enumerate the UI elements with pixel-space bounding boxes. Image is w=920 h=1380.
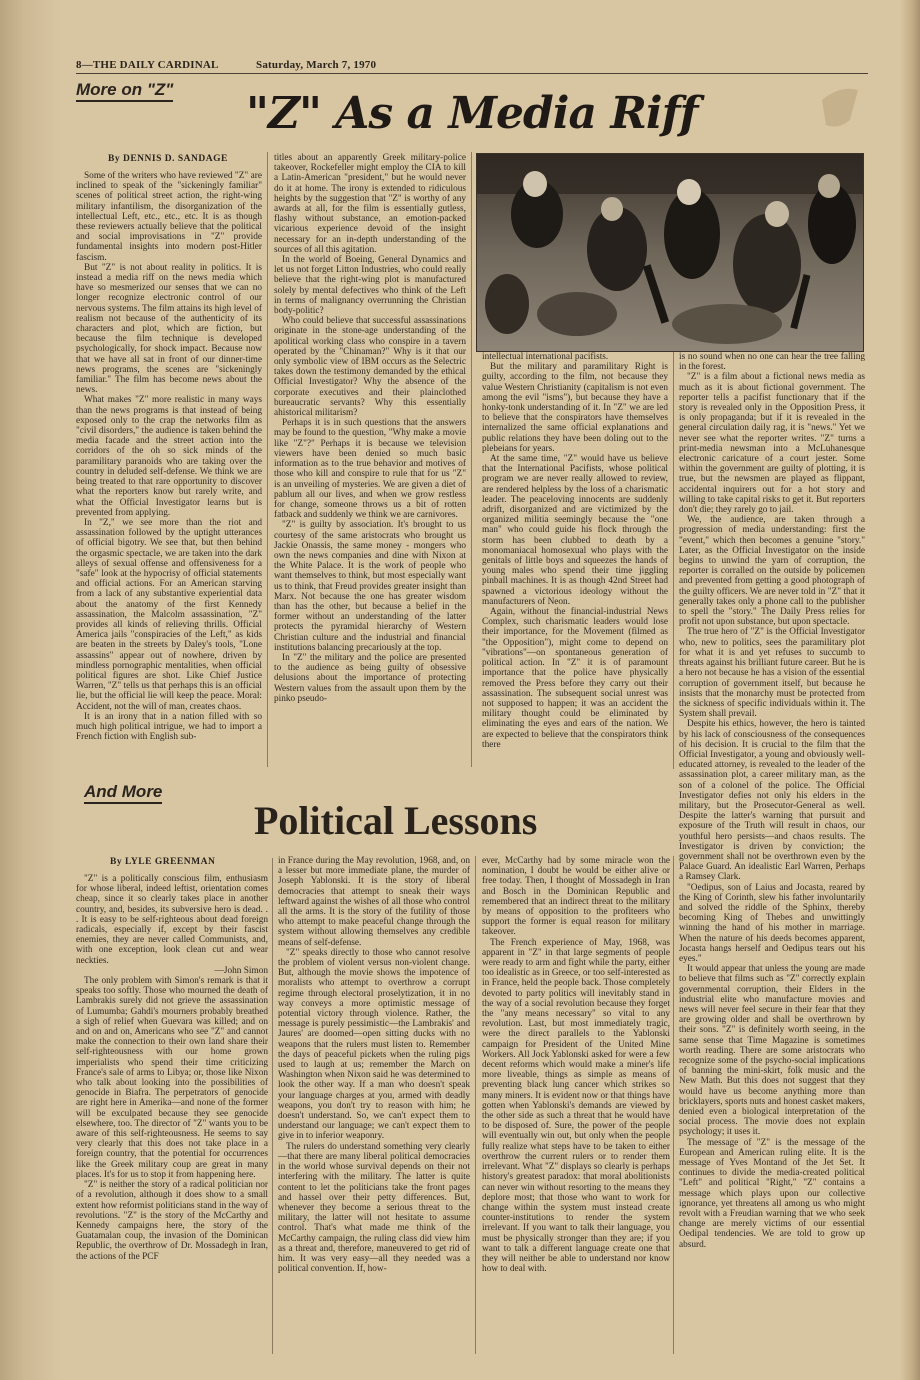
column-divider — [272, 858, 273, 1354]
paragraph: Again, without the financial-industrial News Complex, such charismatic leaders would lose their importance, for the Movement (filmed as "the Opposition"), might come to depend on "vibrations"—on spontaneous generation of political action. In "Z" it is of paramount importance that the police have physically removed the Press before they carry out their assassination. The subsequent social unrest was not supposed to happen; it was an accident the military thought could be eliminated by eliminating the eyes and ears of the nation. We are expected to believe that the conspirators think there — [482, 607, 668, 750]
photo-image — [477, 154, 863, 351]
paragraph: We, the audience, are taken through a progression of media understanding: first the "event," which then becomes a genuine "story." Later, as the Official Investigator on the inside begins to unwind the yarn of corruption, the reporter is corralled on the outside by policemen and prevented from getting a good photograph of the guilty officers. We are never told in "Z" that it generally takes only a phone call to the publisher to spell the "story." The Daily Press relies for profit not upon substance, but upon spectacle. — [679, 515, 865, 628]
paragraph: But the military and paramilitary Right is guilty, according to the film, not because they value Western Christianity (capitalism is not even among the evil "isms"), but because they have a honky-tonk understanding of it. In "Z" we are led to believe that the conspirators have themselves internalized the same official explanations and public relations they have been doling out to the plebeians for years. — [482, 362, 668, 454]
riot-scene-photo — [476, 153, 864, 352]
paragraph: But "Z" is not about reality in politics. It is instead a media riff on the news media which have so mesmerized our senses that we can no longer recognize electronic control of our nervous systems. The film attains its high level of realism not because of the authenticity of its characters and plot, which are fiction, but because the film technique is developed psychologically, for shock impact. Because now that we have all sat in front of our dinner-time news programs, the scenes are "sickeningly familiar." The film has become news about the news. — [76, 262, 262, 396]
paragraph: "Z" is neither the story of a radical politician nor of a revolution, although it does show to a small extent how reformist politicians stand in the way of revolutions. "Z" is the story of the McCarthy and Kennedy campaigns here, the story of the Guatamalan coup, the invasion of the Dominican Republic, the overthrow of Dr. Mossadegh in Iran, the actions of the PCF — [76, 1180, 268, 1262]
paragraph: The French experience of May, 1968, was apparent in "Z" in that large segments of people were ready to arm and fight while the party, either too idealistic as in Greece, or too self-interested as in France, held the people back. Those completely devoted to party politics will inevitably stand in the way of a social revolution because they forget the "any means necessary" so vital to any revolution. Last, but most immediately tragic, were the direct parallels to the Yablonski campaign for President of the United Mine Workers. All Jock Yablonski asked for were a few decent reforms which would make a miner's life more liveable, things as simple as means of preventing black lung cancer which strikes so many miners. It is evident now or that things have gotten when Yablonski's demands are viewed by the other side as such a threat that he would have to be disposed of. Sure, the power of the people will eventually win out, but only when the people fully realize what steps have to be taken to either overthrow the current rulers or to render them irrelevant. What "Z" displays so clearly is perhaps history's greatest paradox: that moral abolitionists can never win without resorting to the means they deplore most; that those who want to work for change within the system must instead create counter-institutions to render the system irrelevant. If you want to talk their language, you must be physically stronger than they are; if you want to talk a different language create one that they will neither be able to understand nor know how to deal with. — [482, 937, 670, 1275]
paragraph: What makes "Z" more realistic in many ways than the news programs is that instead of being exposed only to the crap the networks film as "civil disorders," the audience is taken behind the media facade and the street action into the corridors of the oh so sick minds of the paramilitary paranoids who are taking over the country in deluded self-defense. We think we are being treated to that rare opportunity to discover what the reporters know but rarely write, and what the Official Investigator learns but is prevented from applying. — [76, 395, 262, 518]
paragraph: "Oedipus, son of Laius and Jocasta, reared by the King of Corinth, slew his father involuntarily and solved the riddle of the Sphinx, thereby becoming King of Thebes and unwittingly winning the hand of his mother in marriage. When the nature of his deeds becomes apparent, Jocasta hangs herself and Oedipus tears out his eyes." — [679, 882, 865, 964]
article1-column-4 — [679, 352, 865, 1354]
article1-column-3 — [482, 352, 668, 769]
paragraph: titles about an apparently Greek military-police takeover, Rockefeller might employ the CIA to kill a Latin-American "president," but he would never do it at home. The irony is extended to ridiculous heights by the suggestion that "Z" is worthy of any awards at all, for the film is essentially gutless, flashy without substance, an emotion-packed vicarious experience devoid of the insight necessary for an in-depth understanding of the sources of all this agitation. — [274, 153, 466, 255]
page-header — [76, 59, 846, 71]
paragraph: In "Z," we see more than the riot and assassination followed by the uptight utterances of official bigotry. We see that, but then behind the orgasmic spectacle, we are taken into the dark alleys of sexual offense and offensiveness for a "safe" look at the hypocrisy of official statements and official actions. For an American starving from a lack of any substantive experiential data about the anatomy of the first Kennedy assassination, the Malcolm assassination, "Z" provides all kinds of relieving thrills. Official America jails "conspiracies of the Left," as kids are beaten in the streets by Daley's tools, "Lone assassins" appear out of nowhere, driven by mindless pornographic mentalities, when official political figures are shot. Like Chief Justice Warren, "Z" tells us that perhaps this is an official lie, but the official lie will keep the peace. Moral: Accident, not the will of man, creates chaos. — [76, 517, 262, 712]
paragraph: It is an irony that in a nation filled with so much high political intrigue, we had to import a French fiction with English sub- — [76, 711, 262, 743]
paragraph: In the world of Boeing, General Dynamics and let us not forget Litton Industries, who could really believe that the right-wing plot is manufactured solely by mental defectives who think of the Left in terms of malignancy overrunning the Christian body-politic? — [274, 255, 466, 317]
paragraph: The message of "Z" is the message of the European and American ruling elite. It is the message of Yves Montand of the Jet Set. It continues to divide the media-created political "Left" and political "Right," "Z" contains a message which plays upon our collective ignorance, yet threatens all among us who might revolt with a Freudian warning that we who seek change are merely victims of our essential Oedipal tendencies. We are told to grow up absurd. — [679, 1137, 865, 1250]
epigraph-attribution: —John Simon — [214, 965, 268, 976]
column-divider — [673, 352, 674, 769]
paragraph: "Z" is a film about a fictional news media as much as it is about fictional government. The reporter tells a pacifist functionary that if the story is revealed only in the Opposition Press, it is only propaganda; but if it is revealed in the general circulation daily rag, it is "news." Yet we never see what the reporter writes. "Z" turns a print-media newsman into a McLuhanesque electronic caricature of a court jester. Some within the government are guilty of plotting, it is true, but the newsmen are played as flippant, accidental inquirers out for a hot story and willing to take capital risks to get it. But reporters don't die; they rarely go to jail. — [679, 372, 865, 516]
column-divider — [267, 152, 268, 767]
paragraph: The only problem with Simon's remark is that it speaks too softly. Those who mourned the death of Lambrakis surely did not grieve the assassination of Lumumba; Gahdi's mourners probably breathed a sigh of relief when Guevara was killed; and on and on and on, Americans who see "Z" and cannot make the connection to their own land share their self-righteousness with our home grown imperialists who spend their time criticizing France's sale of arms to Libya; or, those like Nixon who talk about looking into the possibilities of genocide in Biafra. The perpetrators of genocide are right here in Amerika—and none of the former will be exculpated because they see genocide elsewhere, too. The director of "Z" wants you to be aware of this self-righteousness. He seems to say very clearly that this does not take place in a foreign country, that the potential for occurrences like the Greek military coup are great in many places. It's for us to stop it from happening here. — [76, 976, 268, 1180]
article2-column-1 — [76, 874, 268, 1354]
article1-column-2 — [274, 153, 466, 769]
paragraph: "Z" speaks directly to those who cannot resolve the problem of violent versus non-violent change. But, although the movie shows the impotence of moralists who attempt to overthrow a corrupt regime through electoral proselytization, it in no way conveys a more optimistic message of potential victory through violence. Rather, the message is purely pessimistic—the Lambrakis' and Jaures' are doomed—open sitting ducks with no weapons that the rulers must listen to. Remember the days of peaceful pickets when the ruling pigs used to laugh at us; remember the March on Washington when Nixon said he was determined to look the other way. If a man who doesn't speak your language charges at you, armed with deadly weapons, you don't try to reason with him; he doesn't understand. So, we can't expect them to understand our language; we can't expect them to give in to inferior weaponry. — [278, 947, 470, 1142]
article2-kicker: And More — [84, 782, 162, 804]
article2-column-3 — [482, 856, 670, 1354]
column-divider — [471, 152, 472, 767]
article1-column-1 — [76, 171, 262, 769]
article1-headline: "Z" As a Media Riff — [246, 88, 698, 139]
paragraph: is no sound when no one can hear the tree falling in the forest. — [679, 352, 865, 373]
paragraph: Despite his ethics, however, the hero is tainted by his lack of consciousness of the consequences of his decision. It is crucial to the film that the Official Investigator, a young and obviously well-educated attorney, is revealed to the leader of the assassination plot, a career military man, as the son of a colonel of the police. The Official Investigator defies not only his elders in the military, but the Prosecutor-General as well. Despite the latter's warning that pursuit and exposure of the Truth will result in chaos, our youthful hero persists—and chaos results. The Investigator is driven by conviction; the government shall not be overthrown even by the Palace Guard. An idealistic Earl Warren, Perhaps a Ramsey Clark. — [679, 719, 865, 883]
article1-byline: By DENNIS D. SANDAGE — [108, 154, 228, 164]
paragraph: At the same time, "Z" would have us believe that the International Pacifists, whose political program we are never really allowed to review, are rendered helpless by the loss of a charismatic leader. The peaceloving innocents are suddenly adrift, disorganized and are victimized by the organized militia seemingly because the "one man" who could guide his flock through the storm has been clubbed to death by a monomaniacal homosexual who plays with the genitals of little boys and squeezes the hands of young males who spend their time jiggling pinball machines. It is as though 42nd Street had spawned a victorious ideology without the manufacturers of Neon. — [482, 454, 668, 607]
article2-headline: Political Lessons — [254, 798, 538, 843]
column-divider — [673, 856, 674, 1354]
article2-byline: By LYLE GREENMAN — [110, 857, 216, 867]
paragraph: It would appear that unless the young are made to believe that films such as "Z" correctly explain governmental corruption, their Elders in the industrial elite who manufacture movies and news will never feel secure in their fear that they are growing older and shall be overthrown by their sons. "Z" is definitely worth seeing, in the same sense that Time Magazine is sometimes worth reading. There are some aristocrats who recognize some of the psycho-social implications of banning the mini-skirt, folk music and the New Math. But this does not suggest that they would have us become anything more than bricklayers, sports nuts and honest casket makers, denied even a biological interpretation of the social process. The movie does not explain psychology; it uses it. — [679, 964, 865, 1138]
paragraph: Perhaps it is in such questions that the answers may be found to the question, "Why make a movie like "Z"?" Perhaps it is because we television viewers have been denied so much basic information as to the true behavior and motives of those who kill and conspire to rule that for us "Z" is an unveiling of mysteries. We are given a diet of pablum all our lives, and when we grow restless for change, someone throws us a bit of rotten fatback and suddenly we think we are carnivores. — [274, 418, 466, 521]
page-right-margin — [900, 0, 920, 1380]
paragraph: The rulers do understand something very clearly—that there are many liberal political democracies in the world whose survival depends on their not interfering with the military. The latter is quite content to let the politicians take the front pages and hassel over their petty differences. But, whenever they become a serious threat to the military, the latter will not hesitate to assume control. That's what made me think of the McCarthy campaign, the ruling class did view him as a threat and, therefore, maneuvered to get rid of him. It was very easy—all they needed was a political convention. If, how- — [278, 1141, 470, 1275]
paragraph: ever, McCarthy had by some miracle won the nomination, I doubt he would be either alive or free today. Then, I thought of Mossadegh in Iran and Bosch in the Dominican Republic and remembered that an indirect threat to the military by means of opposition to the profiteers who support the former is equal reason for military takeover. — [482, 856, 670, 938]
column-divider — [475, 856, 476, 1354]
page-left-margin — [0, 0, 62, 1380]
paragraph: In "Z" the military and the police are presented to the audience as being guilty of obsessive delusions about the importance of protecting Western values from the assault upon them by the pinko pseudo- — [274, 652, 466, 704]
paragraph: "Z" is guilty by association. It's brought to us courtesy of the same aristocrats who brought us Jackie Onassis, the same money - mongers who own the news companies and dine with Nixon at the White Palace. It is the work of people who want themselves to think, but most especially want us to think, that Freud provides greater insight than Marx. Not because the one has greater wisdom than has the other, but because a belief in the former without an understanding of the latter protects the pyramidal hierarchy of Western Christian culture and the industrial and financial institutions balancing precariously at the top. — [274, 520, 466, 653]
page-number-and-paper: 8—THE DAILY CARDINAL — [76, 59, 219, 71]
article1-kicker: More on "Z" — [76, 80, 173, 102]
page-fold-mark — [820, 80, 860, 140]
epigraph: "Z" is a politically conscious film, enthusiasm for whose liberal, indeed leftist, orientation comes cheap, since it so clearly takes place in another country, and, besides, its subversive hero is dead. . . It is easy to be self-righteous about dead foreign radicals, especially if, except by their fascist enemies, they are never called Communists, and, with one exception, look clean cut and wear neckties. — [76, 874, 268, 966]
article2-column-2 — [278, 856, 470, 1354]
paragraph: in France during the May revolution, 1968, and, on a lesser but more immediate plane, the murder of Joseph Yablonski. It is the story of liberal democracies that attempt to sneak their ways leftward against the wishes of all those who control all the arms. It is the story of the futility of those who attempt to make peaceful change through the system without allowing themselves any credible means of self-defense. — [278, 856, 470, 948]
paragraph: Some of the writers who have reviewed "Z" are inclined to speak of the "sickeningly familiar" scenes of political street action, the right-wing military infantilism, the disorganization of the intellectual Left, etc., etc., etc. It is as though these reviewers actually believe that the political and social improvisations in "Z" provide fundamental insights into modern post-Hitler fascism. — [76, 171, 262, 263]
paragraph: The true hero of "Z" is the Official Investigator who, new to politics, sees the paramilitary plot for what it is and yet refuses to succumb to threats against his brilliant future career. But he is a hero not because he has a vision of the essential corruption of government itself, but because he insists that the monarchy must be protected from the sickness of specific individuals within it. The System shall prevail. — [679, 627, 865, 720]
paragraph: intellectual international pacifists. — [482, 352, 609, 362]
issue-date: Saturday, March 7, 1970 — [256, 59, 377, 71]
header-rule — [76, 73, 868, 74]
paragraph: Who could believe that successful assassinations originate in the stone-age understanding of the apolitical working class who conspire in a tavern operated by the "Chinaman?" Why is it that our only symbolic view of IBM occurs as the Selectric takes down the testimony demanded by the ethical Official Investigator? Why the absence of the corporate executives and their plainclothed bureaucratic servants? Why this essentially ahistorical militarism? — [274, 316, 466, 419]
